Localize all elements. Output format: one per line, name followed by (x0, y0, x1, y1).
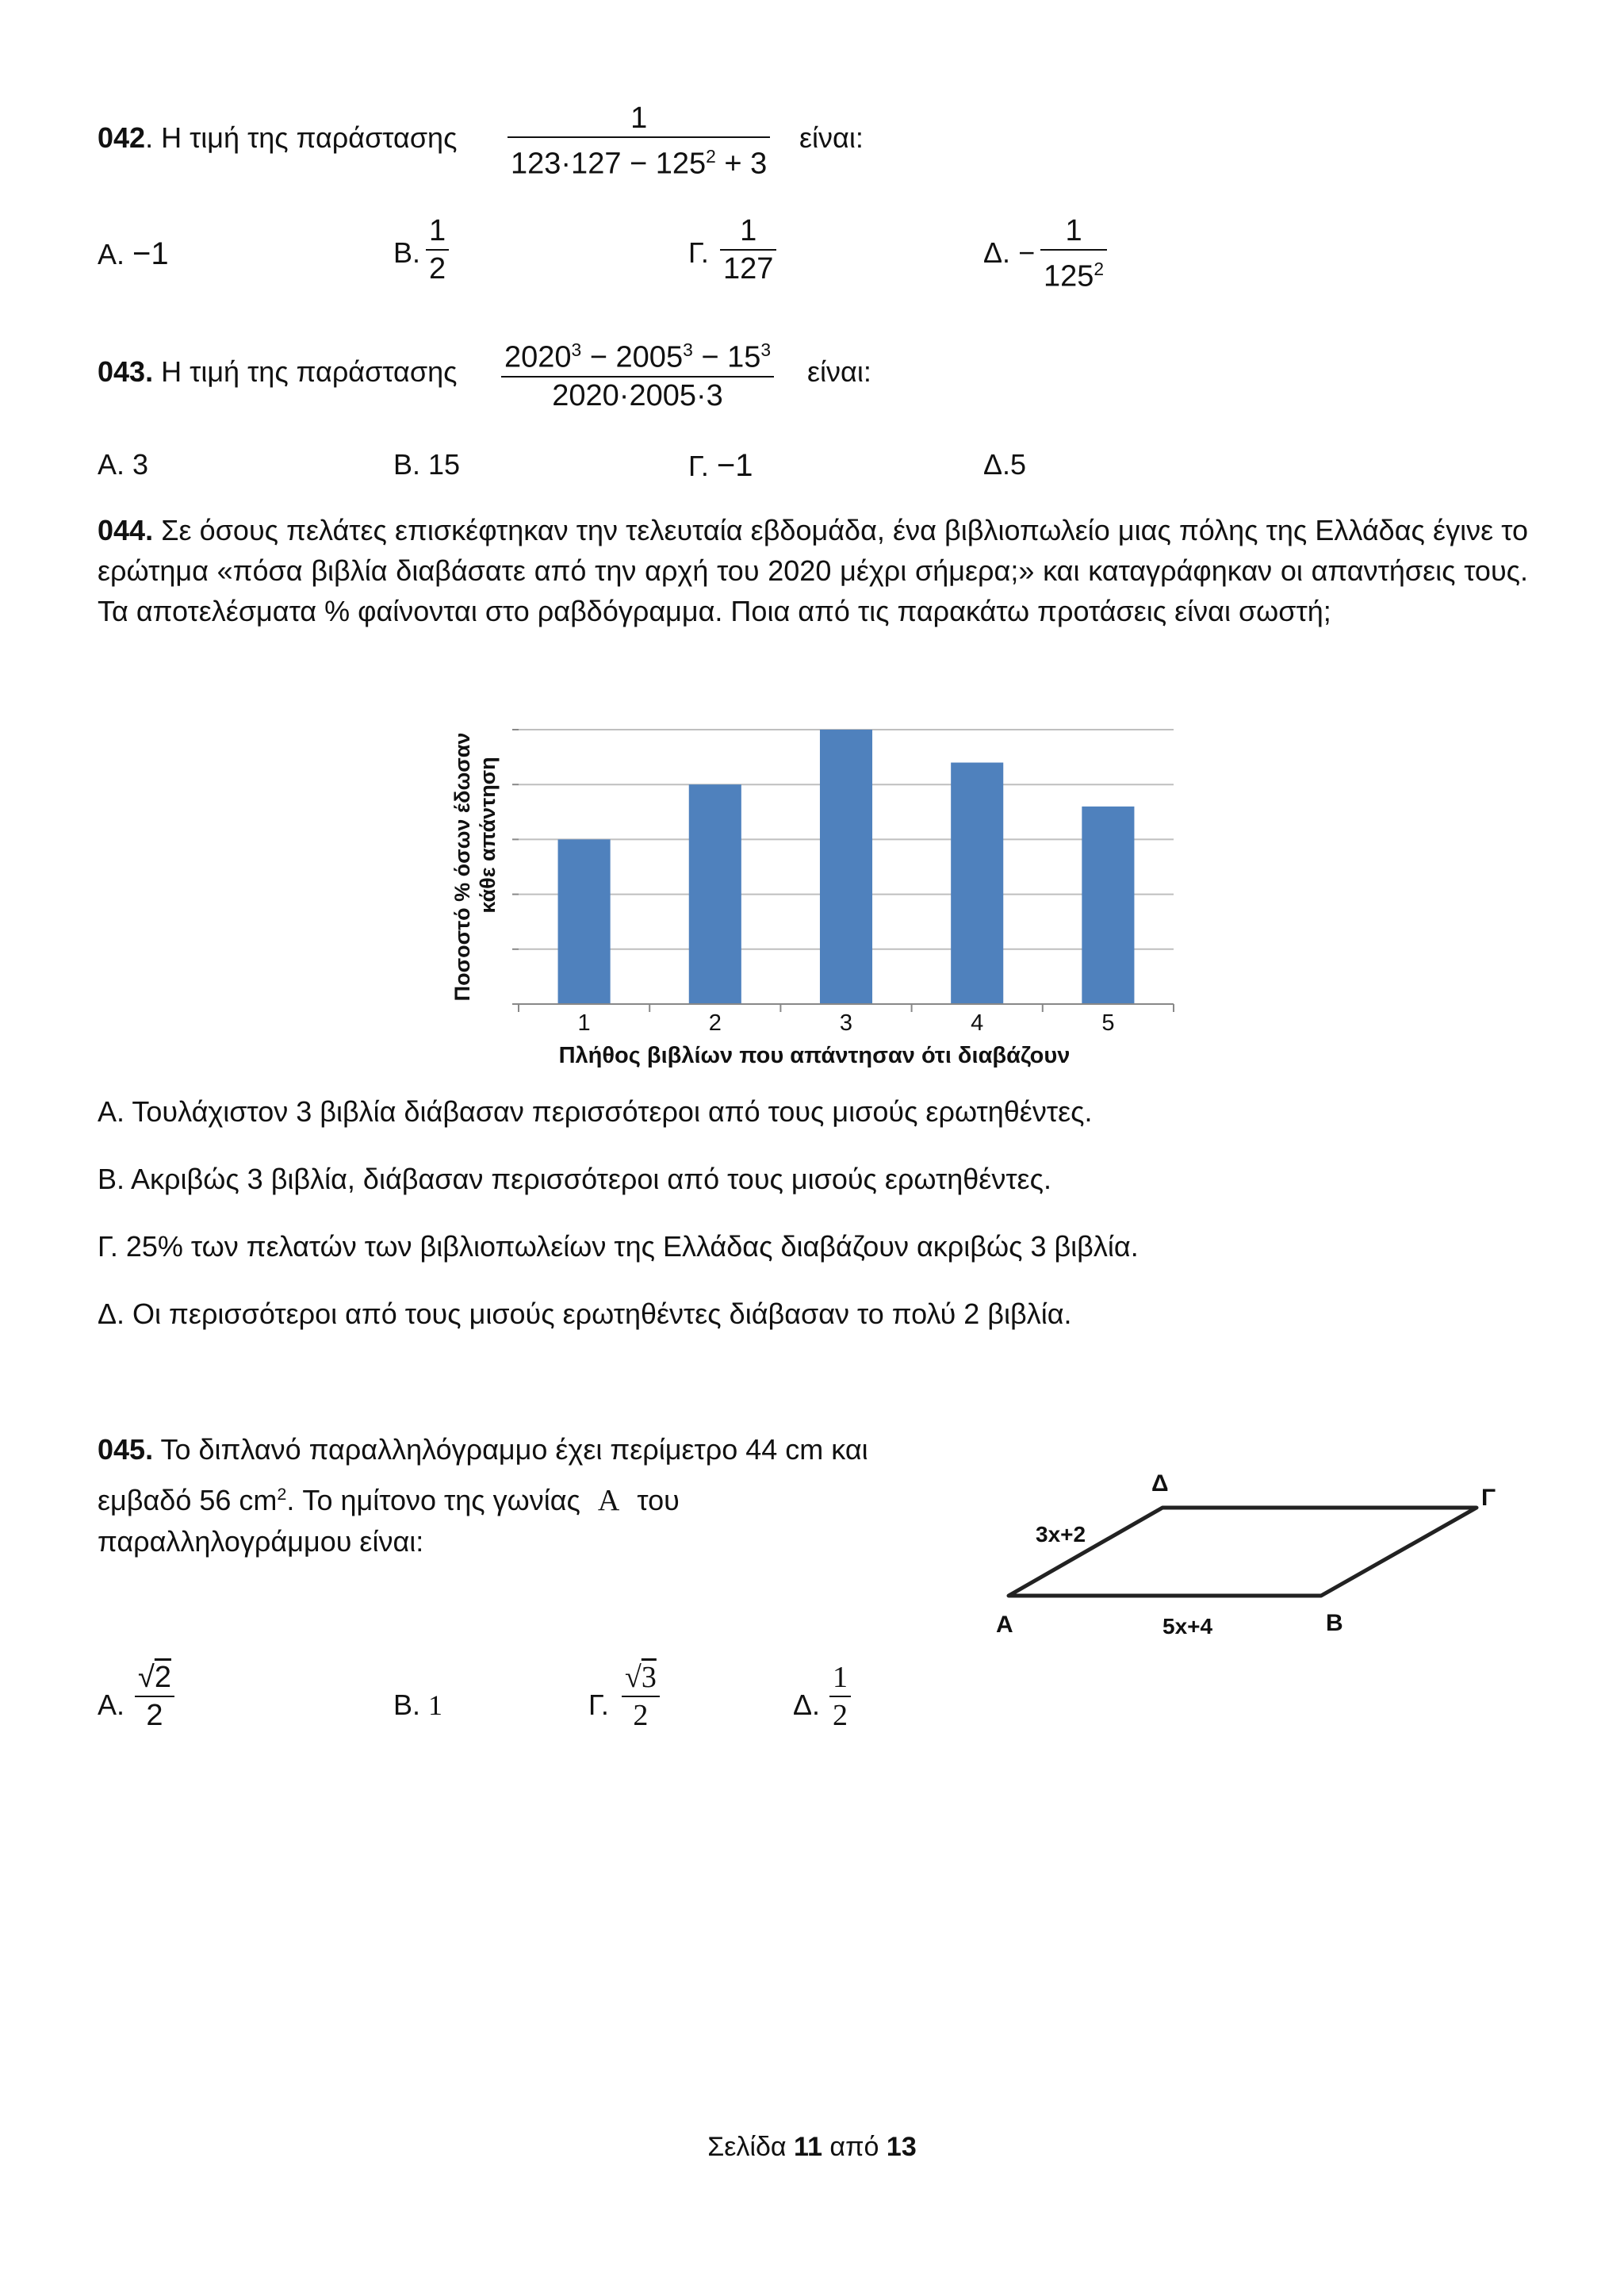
q043-expression (501, 332, 774, 414)
q045-option-a: √2 2 (135, 1659, 174, 1734)
chart-bars (558, 730, 1135, 1004)
chart-y-label-line1: Ποσοστό % όσων έδωσαν (450, 732, 474, 1002)
q043-option-b: Β. 15 (393, 448, 461, 481)
q044-option-g: Γ. 25% των πελατών των βιβλιοπωλείων της Ελλάδας διαβάζουν ακριβώς 3 βιβλία. (98, 1230, 1139, 1263)
q042-tail: είναι: (799, 121, 864, 154)
bar-chart (444, 706, 1189, 1071)
q045-line2: εμβαδό 56 $cm^2$. Το ημίτονο της γωνίας Α του (98, 1484, 680, 1517)
chart-x-tick-label: 1 (577, 1010, 591, 1036)
q043-tail: είναι: (807, 355, 871, 388)
q043-stem: 043. Η τιμή της παράστασης (98, 355, 458, 388)
chart-x-tick-label: 4 (971, 1010, 984, 1036)
side-ab-label: 5x+4 (1162, 1614, 1213, 1639)
chart-bar-1 (558, 839, 611, 1004)
q044-option-b: Β. Ακριβώς 3 βιβλία, διάβασαν περισσότεροι από τους μισούς ερωτηθέντες. (98, 1163, 1051, 1195)
parallelogram (1009, 1508, 1477, 1596)
chart-x-tick-label: 3 (839, 1010, 853, 1036)
page-footer: Σελίδα 11 από 13 (707, 2132, 917, 2162)
vertex-b-label: Β (1326, 1610, 1343, 1636)
q042-denominator: $123\cdot 127 - 125^2 + 3$ (511, 146, 768, 181)
q044-number: 044. (98, 514, 154, 546)
q045-option-a-label: Α. (98, 1688, 125, 1721)
chart-bar-5 (1082, 807, 1134, 1004)
q043-numerator: $2020^3 - 2005^3 - 15^3$ (504, 339, 772, 374)
q042-option-d-label: Δ. − (983, 236, 1036, 269)
vertex-g-label: Γ (1481, 1485, 1496, 1511)
chart-x-label: Πλήθος βιβλίων που απάντησαν ότι διαβάζουν (558, 1043, 1071, 1068)
q043-option-a: Α. 3 (98, 448, 149, 481)
q045-line3: παραλληλογράμμου είναι: (98, 1525, 424, 1558)
q042-expression (508, 100, 770, 182)
q043-option-g: Γ. −1 (688, 448, 753, 483)
q045-option-d-label: Δ. (793, 1688, 821, 1721)
q043-option-d: Δ.5 (983, 448, 1027, 481)
q043-denominator: 2020·2005·3 (552, 378, 723, 412)
q045-option-g-label: Γ. (588, 1688, 609, 1721)
q042-option-g-label: Γ. (688, 236, 709, 269)
q042-stem-text: . Η τιμή της παράστασης (145, 121, 458, 154)
q045-line1: 045. Το διπλανό παραλληλόγραμμο έχει περίμετρο 44 cm και (98, 1433, 868, 1466)
vertex-d-label: Δ (1151, 1470, 1169, 1497)
q043-number: 043. (98, 355, 154, 388)
chart-y-label-line2: κάθε απάντηση (476, 757, 500, 914)
chart-x-tick-label: 5 (1101, 1010, 1115, 1036)
q042-option-g: 1 127 (720, 213, 776, 287)
q045-option-g: √3 2 (622, 1659, 660, 1734)
q042-option-b: 1 2 (426, 213, 449, 287)
q042-number: 042 (98, 121, 146, 154)
q045-number: 045. (98, 1433, 154, 1466)
q042-option-d: 1 $125^2$ (1040, 213, 1107, 295)
vertex-a-label: Α (996, 1612, 1013, 1638)
chart-bar-4 (951, 763, 1003, 1004)
q042-numerator: 1 (630, 102, 648, 135)
chart-x-ticks (519, 1004, 1174, 1036)
q045-option-d: 1 2 (829, 1659, 851, 1734)
parallelogram-figure (983, 1459, 1522, 1650)
q042-option-a: Α. −1 (98, 236, 169, 271)
chart-bar-3 (820, 730, 872, 1004)
q044-option-a: Α. Τουλάχιστον 3 βιβλία διάβασαν περισσότεροι από τους μισούς ερωτηθέντες. (98, 1095, 1093, 1128)
q045-option-b: Β. 1 (393, 1688, 443, 1721)
q042-stem (98, 121, 457, 155)
q044-option-d: Δ. Οι περισσότεροι από τους μισούς ερωτηθέντες διάβασαν το πολύ 2 βιβλία. (98, 1297, 1072, 1330)
chart-x-tick-label: 2 (708, 1010, 722, 1036)
q044-text: 044. Σε όσους πελάτες επισκέφτηκαν την τελευταία εβδομάδα, ένα βιβλιοπωλείο μιας πόλης της Ελλάδας έγινε το ερώτημα «πόσα βιβλία διαβάσατε από την αρχή του 2020 μέχρι σήμερα;» και καταγράφηκαν οι απαντήσεις τους. Τα αποτελέσματα % φαίνονται στο ραβδόγραμμα. Ποια από τις παρακάτω προτάσεις είναι σωστή; (98, 514, 1528, 627)
q042-option-b-label: Β. (393, 236, 421, 269)
chart-bar-2 (689, 784, 741, 1004)
side-ad-label: 3x+2 (1036, 1522, 1086, 1547)
